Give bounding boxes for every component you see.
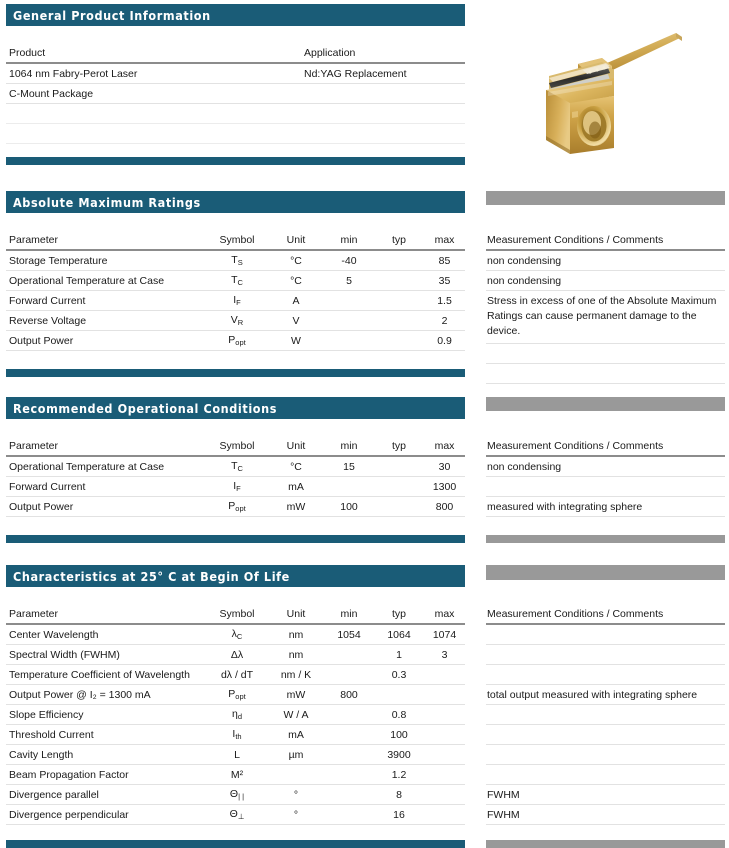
absmax-comments-body bbox=[486, 250, 725, 383]
table-row bbox=[486, 705, 725, 725]
cell-product bbox=[6, 104, 301, 124]
cell-symbol: $T_S$ bbox=[206, 250, 268, 271]
cell-unit: mA bbox=[268, 477, 324, 497]
cell-symbol: $I_F$ bbox=[206, 477, 268, 497]
cell-symbol: $\lambda_C$ bbox=[206, 624, 268, 645]
cell-application bbox=[301, 124, 465, 144]
recommended-table-body bbox=[6, 456, 465, 517]
cell-parameter: Output Power bbox=[6, 331, 206, 351]
col-header-parameter: Parameter bbox=[9, 440, 59, 452]
table-row bbox=[6, 456, 465, 477]
col-header-typ: typ bbox=[391, 608, 406, 620]
cell-comment: non condensing bbox=[486, 271, 725, 291]
cell-typ: 1 bbox=[374, 645, 424, 665]
cell-parameter: Cavity Length bbox=[6, 745, 206, 765]
cell-comment bbox=[486, 765, 725, 785]
cell-comment: FWHM bbox=[486, 805, 725, 825]
cell-min bbox=[324, 745, 374, 765]
cell-symbol: $T_C$ bbox=[206, 271, 268, 291]
cell-parameter: Temperature Coefficient of Wavelength bbox=[6, 665, 206, 685]
table-row bbox=[6, 497, 465, 517]
characteristics-comments-table bbox=[486, 606, 725, 825]
cell-symbol: $P_{opt}$ bbox=[206, 497, 268, 517]
cell-parameter: Operational Temperature at Case bbox=[6, 271, 206, 291]
section-title-recommended: Recommended Operational Conditions bbox=[13, 400, 278, 416]
cell-min bbox=[324, 645, 374, 665]
recommended-comments-body bbox=[486, 456, 725, 517]
cell-max: 3 bbox=[424, 645, 465, 665]
section-recommended-operational-conditions bbox=[6, 397, 465, 543]
cell-min bbox=[324, 291, 374, 311]
table-row bbox=[6, 311, 465, 331]
table-row bbox=[486, 665, 725, 685]
cell-typ: 1064 bbox=[374, 624, 424, 645]
comments-characteristics bbox=[486, 565, 725, 848]
cell-max: 30 bbox=[424, 456, 465, 477]
cell-unit: nm / K bbox=[268, 665, 324, 685]
table-row bbox=[486, 343, 725, 363]
cell-symbol: $P_{opt}$ bbox=[206, 685, 268, 705]
cell-max bbox=[424, 745, 465, 765]
table-row bbox=[486, 745, 725, 765]
cell-unit: ° bbox=[268, 805, 324, 825]
absmax-header-row bbox=[6, 232, 465, 250]
cell-unit: nm bbox=[268, 624, 324, 645]
section-footer-bar-absmax bbox=[6, 369, 465, 377]
table-row bbox=[6, 725, 465, 745]
cell-application bbox=[301, 104, 465, 124]
table-row bbox=[6, 331, 465, 351]
table-row bbox=[6, 785, 465, 805]
cell-typ bbox=[374, 331, 424, 351]
table-row bbox=[486, 250, 725, 271]
cell-typ: 1.2 bbox=[374, 765, 424, 785]
cell-symbol: Δλ bbox=[206, 645, 268, 665]
cell-unit: mW bbox=[268, 497, 324, 517]
col-header-min: min bbox=[340, 608, 358, 620]
cell-typ bbox=[374, 250, 424, 271]
table-row bbox=[6, 805, 465, 825]
cell-typ: 8 bbox=[374, 785, 424, 805]
cell-comment bbox=[486, 725, 725, 745]
table-row bbox=[6, 765, 465, 785]
col-header-unit: Unit bbox=[286, 234, 306, 246]
cell-parameter: Divergence parallel bbox=[6, 785, 206, 805]
cell-parameter: Storage Temperature bbox=[6, 250, 206, 271]
cell-min: 1054 bbox=[324, 624, 374, 645]
cell-max bbox=[424, 725, 465, 745]
cell-unit: V bbox=[268, 311, 324, 331]
col-header-measurement-conditions: Measurement Conditions / Comments bbox=[487, 608, 664, 620]
cell-application: Nd:YAG Replacement bbox=[301, 63, 465, 84]
cell-typ bbox=[374, 271, 424, 291]
cell-typ bbox=[374, 311, 424, 331]
cell-comment bbox=[486, 745, 725, 765]
cell-unit bbox=[268, 765, 324, 785]
col-header-max: max bbox=[434, 234, 455, 246]
cell-unit: °C bbox=[268, 250, 324, 271]
cell-symbol: $I_F$ bbox=[206, 291, 268, 311]
cell-product bbox=[6, 124, 301, 144]
cell-min: 15 bbox=[324, 456, 374, 477]
general-product-table bbox=[6, 45, 465, 144]
cell-unit: A bbox=[268, 291, 324, 311]
cell-parameter: Operational Temperature at Case bbox=[6, 456, 206, 477]
general-table-header-row bbox=[6, 45, 465, 63]
cell-comment: Stress in excess of one of the Absolute Maximum Ratings can cause permanent damage to the device. bbox=[486, 291, 725, 344]
cell-typ: 16 bbox=[374, 805, 424, 825]
table-row bbox=[486, 291, 725, 344]
table-row bbox=[6, 291, 465, 311]
gray-title-bar-recommended bbox=[486, 397, 725, 411]
absolute-maximum-ratings-table bbox=[6, 232, 465, 351]
cell-comment bbox=[486, 363, 725, 383]
cell-unit: W bbox=[268, 331, 324, 351]
cell-parameter: Forward Current bbox=[6, 477, 206, 497]
cell-min bbox=[324, 805, 374, 825]
recommended-header-row bbox=[6, 438, 465, 456]
cell-comment: total output measured with integrating sphere bbox=[486, 685, 725, 705]
col-header-min: min bbox=[340, 440, 358, 452]
section-title-bar-general bbox=[6, 4, 465, 26]
cell-symbol: M² bbox=[206, 765, 268, 785]
cell-min: -40 bbox=[324, 250, 374, 271]
cell-symbol: $\eta_d$ bbox=[206, 705, 268, 725]
cell-max bbox=[424, 705, 465, 725]
col-header-parameter: Parameter bbox=[9, 234, 59, 246]
section-footer-bar-recommended bbox=[6, 535, 465, 543]
cell-max: 1300 bbox=[424, 477, 465, 497]
cell-unit: mA bbox=[268, 725, 324, 745]
section-absolute-maximum-ratings bbox=[6, 191, 465, 377]
characteristics-header-row bbox=[6, 606, 465, 624]
section-footer-bar-general bbox=[6, 157, 465, 165]
table-row bbox=[486, 477, 725, 497]
cell-unit: nm bbox=[268, 645, 324, 665]
table-row bbox=[486, 805, 725, 825]
col-header-parameter: Parameter bbox=[9, 608, 59, 620]
absmax-comments-table bbox=[486, 232, 725, 384]
cell-typ bbox=[374, 685, 424, 705]
cell-max: 35 bbox=[424, 271, 465, 291]
cell-max bbox=[424, 765, 465, 785]
cell-symbol: $V_R$ bbox=[206, 311, 268, 331]
cell-min: 800 bbox=[324, 685, 374, 705]
cell-min: 100 bbox=[324, 497, 374, 517]
section-footer-bar-gray-characteristics bbox=[486, 840, 725, 848]
table-row bbox=[6, 271, 465, 291]
table-row bbox=[6, 477, 465, 497]
cell-min: 5 bbox=[324, 271, 374, 291]
section-title-bar-characteristics bbox=[6, 565, 465, 587]
cell-min bbox=[324, 331, 374, 351]
col-header-application: Application bbox=[304, 47, 356, 59]
cell-unit: W / A bbox=[268, 705, 324, 725]
col-header-min: min bbox=[340, 234, 358, 246]
table-row bbox=[486, 765, 725, 785]
cell-max bbox=[424, 665, 465, 685]
c-mount-laser-image bbox=[486, 4, 725, 176]
table-row bbox=[486, 645, 725, 665]
cell-comment: non condensing bbox=[486, 250, 725, 271]
cell-symbol: $\Theta_{| |}$ bbox=[206, 785, 268, 805]
recommended-operational-conditions-table bbox=[6, 438, 465, 517]
cell-product: C-Mount Package bbox=[6, 84, 301, 104]
cell-parameter: Divergence perpendicular bbox=[6, 805, 206, 825]
cell-symbol: $I_{th}$ bbox=[206, 725, 268, 745]
cell-min bbox=[324, 705, 374, 725]
cell-typ: 100 bbox=[374, 725, 424, 745]
cell-parameter: Beam Propagation Factor bbox=[6, 765, 206, 785]
cell-min bbox=[324, 477, 374, 497]
col-header-product: Product bbox=[9, 47, 46, 59]
cell-max: 1.5 bbox=[424, 291, 465, 311]
cell-min bbox=[324, 785, 374, 805]
cell-max bbox=[424, 805, 465, 825]
cell-parameter: Output Power @ I₂ = 1300 mA bbox=[6, 685, 206, 705]
table-row bbox=[486, 624, 725, 645]
comments-recommended-operational-conditions bbox=[486, 397, 725, 543]
col-header-typ: typ bbox=[391, 440, 406, 452]
cell-symbol: $P_{opt}$ bbox=[206, 331, 268, 351]
col-header-unit: Unit bbox=[286, 440, 306, 452]
col-header-measurement-conditions: Measurement Conditions / Comments bbox=[487, 440, 664, 452]
cell-product: 1064 nm Fabry-Perot Laser bbox=[6, 63, 301, 84]
cell-typ bbox=[374, 477, 424, 497]
table-row bbox=[6, 685, 465, 705]
cell-max: 800 bbox=[424, 497, 465, 517]
cell-symbol: L bbox=[206, 745, 268, 765]
absmax-table-body bbox=[6, 250, 465, 351]
cell-unit: °C bbox=[268, 456, 324, 477]
cell-comment bbox=[486, 477, 725, 497]
characteristics-table bbox=[6, 606, 465, 825]
comments-absolute-maximum-ratings bbox=[486, 191, 725, 410]
table-row bbox=[486, 725, 725, 745]
gray-title-bar-absmax bbox=[486, 191, 725, 205]
col-header-measurement-conditions: Measurement Conditions / Comments bbox=[487, 234, 664, 246]
table-row bbox=[6, 645, 465, 665]
cell-parameter: Center Wavelength bbox=[6, 624, 206, 645]
table-row bbox=[486, 497, 725, 517]
cell-symbol: $T_C$ bbox=[206, 456, 268, 477]
cell-comment bbox=[486, 665, 725, 685]
cell-max: 85 bbox=[424, 250, 465, 271]
cell-max: 0.9 bbox=[424, 331, 465, 351]
table-row bbox=[486, 456, 725, 477]
cell-parameter: Slope Efficiency bbox=[6, 705, 206, 725]
cell-typ: 3900 bbox=[374, 745, 424, 765]
table-row-blank bbox=[6, 104, 465, 124]
cell-parameter: Threshold Current bbox=[6, 725, 206, 745]
cell-min bbox=[324, 725, 374, 745]
cell-parameter: Output Power bbox=[6, 497, 206, 517]
cell-comment bbox=[486, 645, 725, 665]
col-header-symbol: Symbol bbox=[219, 234, 255, 246]
characteristics-comments-body bbox=[486, 624, 725, 825]
table-row-blank bbox=[6, 124, 465, 144]
cell-unit: °C bbox=[268, 271, 324, 291]
table-row bbox=[6, 84, 465, 104]
col-header-max: max bbox=[434, 608, 455, 620]
section-title-characteristics: Characteristics at 25° C at Begin Of Life bbox=[13, 568, 290, 584]
table-row bbox=[486, 271, 725, 291]
cell-typ bbox=[374, 291, 424, 311]
section-footer-bar-characteristics bbox=[6, 840, 465, 848]
cell-symbol: $\Theta_\perp$ bbox=[206, 805, 268, 825]
table-row bbox=[6, 705, 465, 725]
cell-comment: FWHM bbox=[486, 785, 725, 805]
section-footer-bar-gray-recommended bbox=[486, 535, 725, 543]
col-header-typ: typ bbox=[391, 234, 406, 246]
table-row bbox=[486, 785, 725, 805]
cell-comment bbox=[486, 705, 725, 725]
section-characteristics bbox=[6, 565, 465, 848]
cell-max bbox=[424, 785, 465, 805]
cell-parameter: Spectral Width (FWHM) bbox=[6, 645, 206, 665]
col-header-max: max bbox=[434, 440, 455, 452]
absmax-comments-header-row bbox=[486, 232, 725, 250]
col-header-unit: Unit bbox=[286, 608, 306, 620]
cell-unit: µm bbox=[268, 745, 324, 765]
cell-max bbox=[424, 685, 465, 705]
cell-typ: 0.3 bbox=[374, 665, 424, 685]
section-general-product-information bbox=[6, 4, 465, 165]
table-row bbox=[6, 63, 465, 84]
characteristics-comments-header-row bbox=[486, 606, 725, 624]
table-row bbox=[6, 745, 465, 765]
section-title-bar-absmax bbox=[6, 191, 465, 213]
table-row bbox=[486, 685, 725, 705]
cell-comment: non condensing bbox=[486, 456, 725, 477]
cell-min bbox=[324, 765, 374, 785]
col-header-symbol: Symbol bbox=[219, 608, 255, 620]
cell-min bbox=[324, 311, 374, 331]
cell-comment: measured with integrating sphere bbox=[486, 497, 725, 517]
cell-unit: ° bbox=[268, 785, 324, 805]
cell-typ bbox=[374, 497, 424, 517]
cell-typ bbox=[374, 456, 424, 477]
cell-parameter: Forward Current bbox=[6, 291, 206, 311]
section-title-general: General Product Information bbox=[13, 7, 211, 23]
recommended-comments-header-row bbox=[486, 438, 725, 456]
section-title-bar-recommended bbox=[6, 397, 465, 419]
section-title-absmax: Absolute Maximum Ratings bbox=[13, 194, 201, 210]
recommended-comments-table bbox=[486, 438, 725, 517]
cell-typ: 0.8 bbox=[374, 705, 424, 725]
gray-title-bar-characteristics bbox=[486, 565, 725, 580]
cell-parameter: Reverse Voltage bbox=[6, 311, 206, 331]
cell-application bbox=[301, 84, 465, 104]
cell-max: 2 bbox=[424, 311, 465, 331]
cell-comment bbox=[486, 343, 725, 363]
cell-max: 1074 bbox=[424, 624, 465, 645]
table-row bbox=[6, 665, 465, 685]
cell-unit: mW bbox=[268, 685, 324, 705]
table-row bbox=[6, 624, 465, 645]
characteristics-table-body bbox=[6, 624, 465, 825]
table-row bbox=[486, 363, 725, 383]
table-row bbox=[6, 250, 465, 271]
cell-min bbox=[324, 665, 374, 685]
cell-comment bbox=[486, 624, 725, 645]
cell-symbol: dλ / dT bbox=[206, 665, 268, 685]
col-header-symbol: Symbol bbox=[219, 440, 255, 452]
product-photo bbox=[486, 4, 725, 176]
